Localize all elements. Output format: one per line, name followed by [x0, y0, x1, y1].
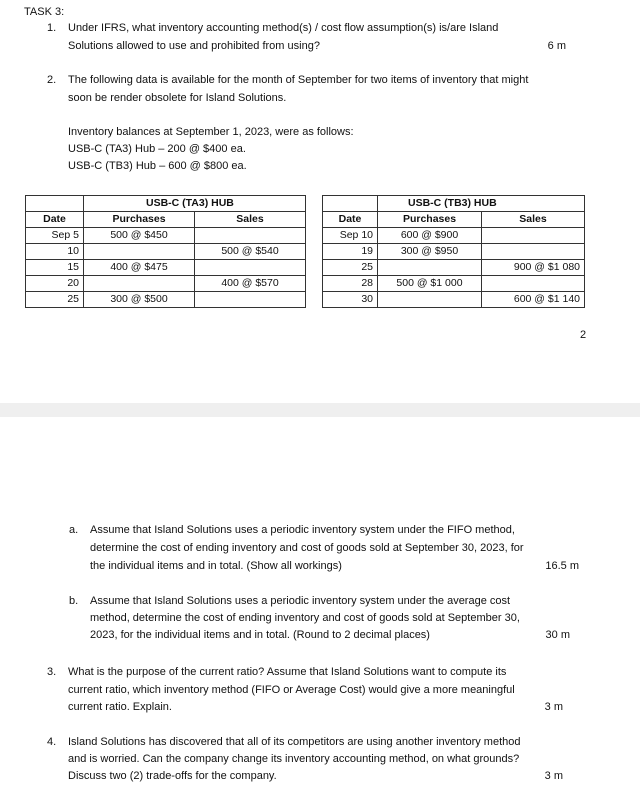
- qa-marks: 16.5 m: [545, 560, 579, 572]
- qa-line3: the individual items and in total. (Show all workings): [90, 560, 342, 572]
- tb3-purchases: [378, 260, 482, 276]
- q3-line3: current ratio. Explain.: [68, 701, 172, 713]
- q1-number: 1.: [47, 22, 57, 34]
- table-row: [323, 276, 585, 292]
- table-row: [323, 228, 585, 244]
- ta3-header-date: Date: [26, 212, 84, 228]
- qa-line2: determine the cost of ending inventory and cost of goods sold at September 30, 2023, for: [90, 542, 524, 554]
- table-row: [26, 228, 306, 244]
- tb3-date: 28: [323, 276, 378, 292]
- ta3-sales: [195, 292, 306, 308]
- tb3-sales: 900 @ $1 080: [482, 260, 585, 276]
- qb-marks: 30 m: [545, 629, 570, 641]
- q2-line1: The following data is available for the month of September for two items of inventory that might: [68, 74, 529, 86]
- ta3-purchases: [84, 244, 195, 260]
- ta3-sales: 500 @ $540: [195, 244, 306, 260]
- q1-line2: Solutions allowed to use and prohibited from using?: [68, 40, 320, 52]
- q2-number: 2.: [47, 74, 57, 86]
- page-break: [0, 403, 640, 417]
- ta3-date: 25: [26, 292, 84, 308]
- table-row: [26, 276, 306, 292]
- qb-line3: 2023, for the individual items and in total. (Round to 2 decimal places): [90, 629, 430, 641]
- tb3-sales: [482, 244, 585, 260]
- q3-number: 3.: [47, 666, 57, 678]
- ta3-purchases: 300 @ $500: [84, 292, 195, 308]
- tb3-purchases: [378, 292, 482, 308]
- tb3-blank-head: [323, 196, 378, 212]
- tb3-sales: 600 @ $1 140: [482, 292, 585, 308]
- ta3-date: 10: [26, 244, 84, 260]
- task-title: TASK 3:: [24, 6, 65, 18]
- qb-line2: method, determine the cost of ending inventory and cost of goods sold at September 30,: [90, 612, 520, 624]
- tb3-sales: [482, 276, 585, 292]
- q4-line3: Discuss two (2) trade-offs for the company.: [68, 770, 277, 782]
- ta3-sales: [195, 228, 306, 244]
- tb3-date: 30: [323, 292, 378, 308]
- table-row: [26, 260, 306, 276]
- balance-ta3: USB-C (TA3) Hub – 200 @ $400 ea.: [68, 143, 246, 155]
- balance-tb3: USB-C (TB3) Hub – 600 @ $800 ea.: [68, 160, 247, 172]
- q3-marks: 3 m: [544, 701, 563, 713]
- q4-marks: 3 m: [544, 770, 563, 782]
- ta3-sales: [195, 260, 306, 276]
- ta3-date: Sep 5: [26, 228, 84, 244]
- ta3-header-sales: Sales: [195, 212, 306, 228]
- table-row: [323, 292, 585, 308]
- tb3-purchases: 500 @ $1 000: [378, 276, 482, 292]
- qa-line1: Assume that Island Solutions uses a periodic inventory system under the FIFO method,: [90, 524, 515, 536]
- tb3-header-purchases: Purchases: [378, 212, 482, 228]
- ta3-hub-title: USB-C (TA3) HUB: [84, 196, 306, 212]
- qa-label: a.: [69, 524, 79, 536]
- qb-line1: Assume that Island Solutions uses a periodic inventory system under the average cost: [90, 595, 511, 607]
- table-row: [323, 244, 585, 260]
- q1-marks: 6 m: [547, 40, 566, 52]
- q4-number: 4.: [47, 736, 57, 748]
- table-ta3: [25, 195, 306, 308]
- tb3-date: Sep 10: [323, 228, 378, 244]
- table-row: [323, 260, 585, 276]
- q3-line2: current ratio, which inventory method (FIFO or Average Cost) would give a more meaningful: [68, 684, 515, 696]
- q1-line1: Under IFRS, what inventory accounting method(s) / cost flow assumption(s) is/are Island: [68, 22, 499, 34]
- table-row: [26, 244, 306, 260]
- ta3-blank-head: [26, 196, 84, 212]
- tb3-date: 19: [323, 244, 378, 260]
- ta3-sales: 400 @ $570: [195, 276, 306, 292]
- tb3-purchases: 600 @ $900: [378, 228, 482, 244]
- tb3-purchases: 300 @ $950: [378, 244, 482, 260]
- table-tb3: [322, 195, 585, 308]
- ta3-purchases: 400 @ $475: [84, 260, 195, 276]
- balances-title: Inventory balances at September 1, 2023, were as follows:: [68, 126, 354, 138]
- tb3-date: 25: [323, 260, 378, 276]
- tb3-hub-title: USB-C (TB3) HUB: [378, 196, 585, 212]
- ta3-date: 20: [26, 276, 84, 292]
- q4-line2: and is worried. Can the company change its inventory accounting method, on what grounds?: [68, 753, 520, 765]
- q4-line1: Island Solutions has discovered that all of its competitors are using another inventory method: [68, 736, 521, 748]
- qb-label: b.: [69, 595, 79, 607]
- tb3-sales: [482, 228, 585, 244]
- ta3-purchases: [84, 276, 195, 292]
- tb3-header-date: Date: [323, 212, 378, 228]
- q2-line2: soon be render obsolete for Island Solutions.: [68, 92, 287, 104]
- ta3-header-purchases: Purchases: [84, 212, 195, 228]
- page-number: 2: [580, 329, 587, 341]
- tb3-header-sales: Sales: [482, 212, 585, 228]
- ta3-purchases: 500 @ $450: [84, 228, 195, 244]
- q3-line1: What is the purpose of the current ratio? Assume that Island Solutions want to compute its: [68, 666, 507, 678]
- ta3-date: 15: [26, 260, 84, 276]
- table-row: [26, 292, 306, 308]
